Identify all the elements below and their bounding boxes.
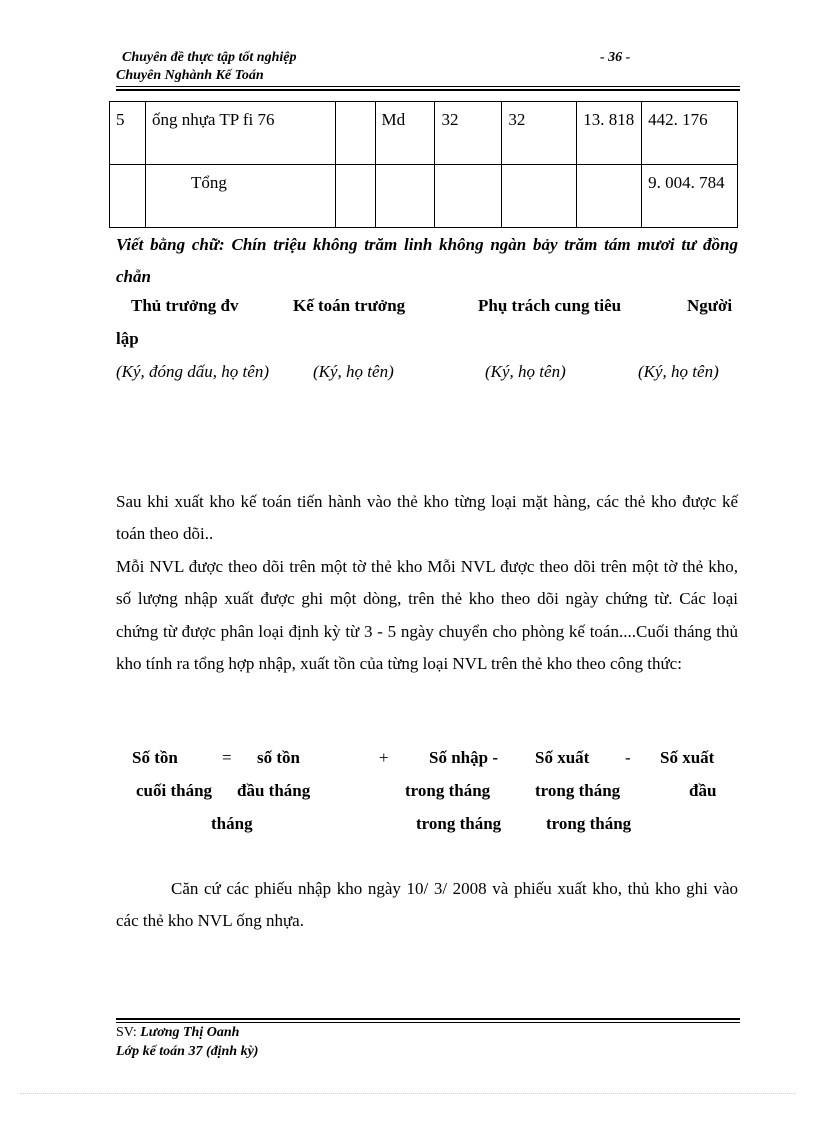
formula-outbound-sub: trong tháng	[535, 781, 621, 800]
cell-qty-act	[502, 165, 577, 228]
cell-code	[335, 102, 375, 165]
sig-role-chief-accountant: Kế toán trưởng	[293, 296, 406, 315]
footer-student	[116, 1025, 239, 1041]
cell-unit: Md	[375, 102, 435, 165]
cell-amount: 442. 176	[642, 102, 738, 165]
cell-qty-act: 32	[502, 102, 577, 165]
paragraph-3: Căn cứ các phiếu nhập kho ngày 10/ 3/ 2008 và phiếu xuất kho, thủ kho ghi vào các thẻ kho NVL ống nhựa.	[116, 879, 738, 931]
formula-inbound-sub-2: trong tháng	[416, 814, 502, 833]
cell-amount: 9. 004. 784	[642, 165, 738, 228]
header-title: Chuyên đề thực tập tốt nghiệp	[122, 50, 297, 65]
cell-name: Tổng	[145, 165, 335, 228]
table-row	[110, 102, 738, 165]
formula-opening-sub: đầu tháng	[237, 781, 311, 800]
footer-rule	[116, 1022, 740, 1023]
page-bottom-border	[20, 1093, 796, 1094]
formula-outbound-2-sub: đầu	[689, 781, 717, 800]
formula-minus: -	[625, 748, 631, 767]
cell-stt: 5	[110, 102, 146, 165]
cell-name: ống nhựa TP fi 76	[145, 102, 335, 165]
footer-class: Lớp kế toán 37 (định kỳ)	[116, 1044, 259, 1059]
table-row-total	[110, 165, 738, 228]
formula-closing-sub: cuối tháng	[136, 781, 213, 800]
sig-note-chief-accountant: (Ký, họ tên)	[313, 362, 394, 381]
cell-code	[335, 165, 375, 228]
amount-words-text: Chín triệu không trăm linh không ngàn bảy trăm tám mươi tư đồng chẵn	[116, 235, 738, 287]
page-number: - 36 -	[600, 50, 631, 65]
sig-role-supply: Phụ trách cung tiêu	[478, 296, 622, 315]
formula-equals: =	[222, 748, 232, 767]
footer-student-label: SV:	[116, 1025, 137, 1040]
amount-in-words	[116, 229, 738, 294]
paragraph-2: Mỗi NVL được theo dõi trên một tờ thẻ kho Mỗi NVL được theo dõi trên một tờ thẻ kho, số lượng nhập xuất được ghi một dòng, trên thẻ kho theo dõi ngày chứng từ. Các loại chứng từ được phân loại định kỳ từ 3 - 5 ngày chuyển cho phòng kế toán....Cuối tháng thủ kho tính ra tổng hợp nhập, xuất tồn của từng loại NVL trên thẻ kho theo công thức:	[116, 557, 738, 673]
cell-qty-req: 32	[435, 102, 502, 165]
sig-role-preparer-cont: lập	[116, 329, 139, 348]
sig-note-director: (Ký, đóng dấu, họ tên)	[116, 362, 269, 381]
formula-closing: Số tồn	[132, 748, 178, 767]
formula-outbound-2: Số xuất	[660, 748, 715, 767]
footer-rule-thick	[116, 1018, 740, 1020]
formula-inbound: Số nhập -	[429, 748, 498, 767]
cell-stt	[110, 165, 146, 228]
materials-table	[109, 101, 738, 228]
formula-opening: số tồn	[257, 748, 300, 767]
header-rule-thick	[116, 89, 740, 91]
sig-role-director: Thủ trưởng đv	[131, 296, 239, 315]
sig-role-preparer: Người	[687, 296, 733, 315]
sig-note-supply: (Ký, họ tên)	[485, 362, 566, 381]
amount-words-label: Viết bằng chữ:	[116, 235, 225, 254]
formula-opening-sub-2: tháng	[211, 814, 253, 833]
formula-inbound-sub: trong tháng	[405, 781, 491, 800]
footer-student-name: Lương Thị Oanh	[140, 1025, 240, 1040]
paragraph-1: Sau khi xuất kho kế toán tiến hành vào thẻ kho từng loại mặt hàng, các thẻ kho được kế toán theo dõi..	[116, 492, 738, 544]
cell-price	[577, 165, 642, 228]
sig-note-preparer: (Ký, họ tên)	[638, 362, 719, 381]
cell-price: 13. 818	[577, 102, 642, 165]
header-rule	[116, 86, 740, 87]
cell-unit	[375, 165, 435, 228]
formula-outbound: Số xuất	[535, 748, 590, 767]
formula-plus: +	[379, 748, 389, 767]
cell-qty-req	[435, 165, 502, 228]
header-subtitle: Chuyên Nghành Kế Toán	[116, 68, 264, 83]
formula-outbound-sub-2: trong tháng	[546, 814, 632, 833]
